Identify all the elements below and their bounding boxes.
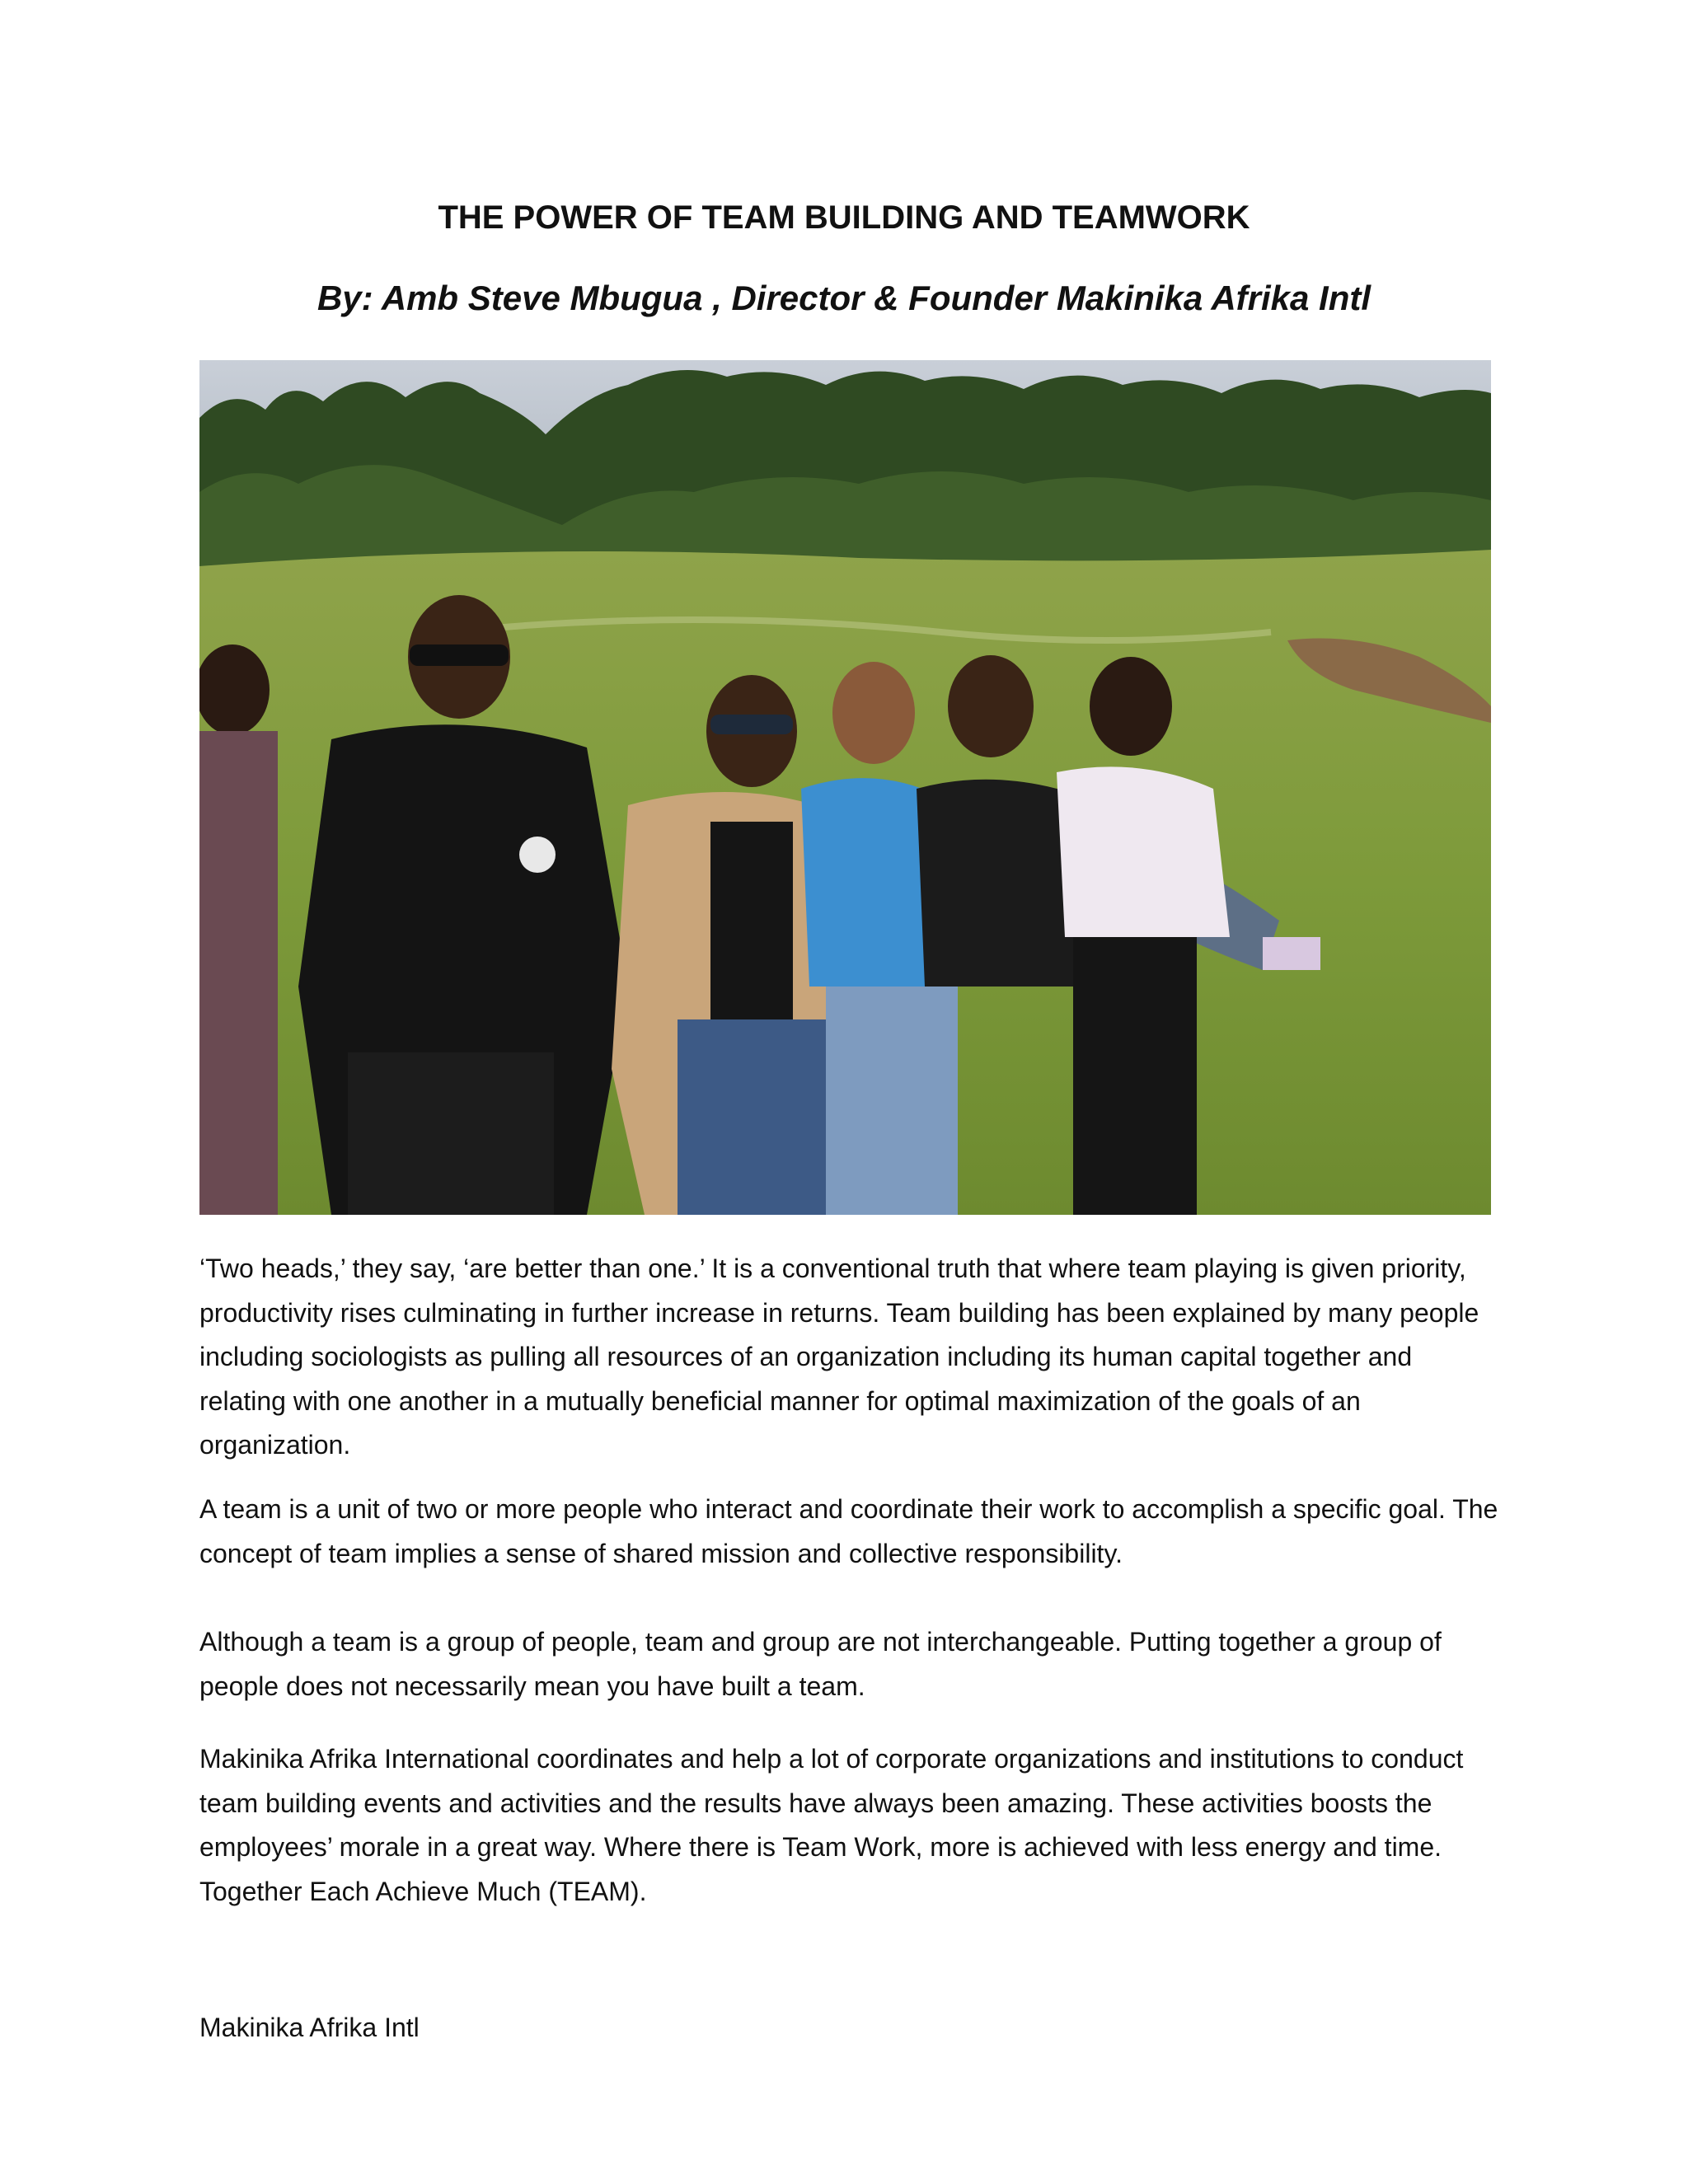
team-photo bbox=[199, 360, 1491, 1215]
body-paragraph-4: Makinika Afrika International coordinates and help a lot of corporate organizations and institutions to conduct team building events and activities and the results have always been amazing. These activities boosts the employees’ morale in a great way. Where there is Team Work, more is achieved with less energy and time. Together Each Achieve Much (TEAM). bbox=[199, 1744, 1464, 1906]
body-paragraph-2: A team is a unit of two or more people who interact and coordinate their work to accomplish a specific goal. The concept of team implies a sense of shared mission and collective responsibility. bbox=[199, 1494, 1498, 1568]
body-paragraph-1: ‘Two heads,’ they say, ‘are better than one.’ It is a conventional truth that where team playing is given priority, productivity rises culminating in further increase in returns. Team building has been explained by many people including sociologists as pulling all resources of an organization including its human capital together and relating with one another in a mutually beneficial manner for optimal maximization of the goals of an organization. bbox=[199, 1254, 1479, 1460]
footer-organization: Makinika Afrika Intl bbox=[199, 2013, 420, 2042]
author-byline: By: Amb Steve Mbugua , Director & Founder Makinika Afrika Intl bbox=[316, 279, 1372, 317]
body-paragraph-3: Although a team is a group of people, team and group are not interchangeable. Putting together a group of people does not necessarily mean you have built a team. bbox=[199, 1627, 1442, 1701]
document-title: THE POWER OF TEAM BUILDING AND TEAMWORK bbox=[438, 199, 1250, 236]
